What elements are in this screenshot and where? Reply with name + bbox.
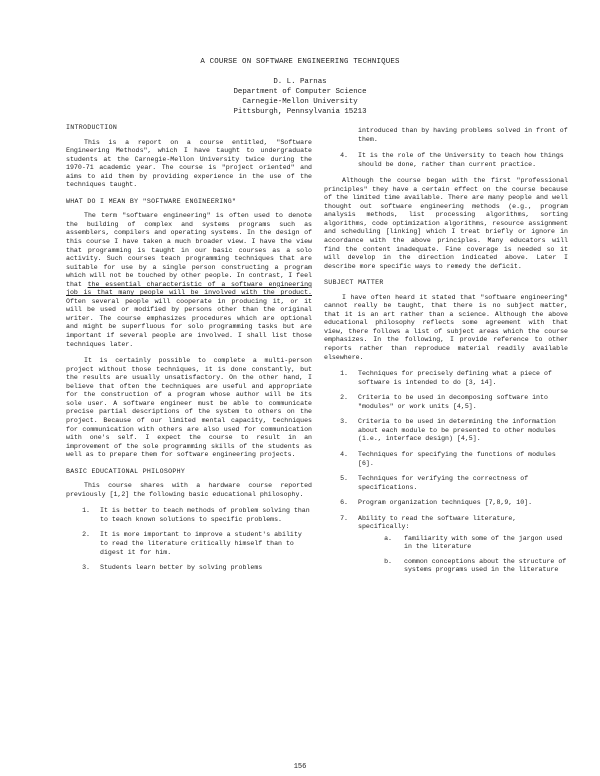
right-column bbox=[324, 127, 568, 589]
section-heading-subject-matter: SUBJECT MATTER bbox=[324, 279, 384, 287]
list-text: Criteria to be used in decomposing software into "modules" or work units [4,5]. bbox=[358, 394, 548, 410]
list-number: 6. bbox=[340, 499, 348, 507]
underlined-text: the essential characteristic of a software engineering job is that many people will be involved with the product. bbox=[66, 280, 312, 297]
paper-title: A COURSE ON SOFTWARE ENGINEERING TECHNIQUES bbox=[200, 58, 400, 66]
list-number: 7. bbox=[340, 514, 348, 522]
list-text: Techniques for verifying the correctness of specifications. bbox=[358, 475, 529, 491]
sub-list-letter: b. bbox=[384, 557, 392, 565]
section-heading-philosophy: BASIC EDUCATIONAL PHILOSOPHY bbox=[66, 467, 186, 475]
philosophy-list-continued bbox=[324, 152, 568, 169]
section-heading-software-engineering: WHAT DO I MEAN BY "SOFTWARE ENGINEERING" bbox=[66, 197, 237, 205]
list-item bbox=[66, 564, 312, 573]
paragraph-software-engineering-1 bbox=[66, 212, 312, 349]
page-number: 156 bbox=[293, 763, 307, 771]
list-number: 1. bbox=[82, 507, 90, 515]
list-text: It is more important to improve a student's ability to read the literature critically himself than to digest it for him. bbox=[100, 531, 302, 556]
paragraph-software-engineering-2: It is certainly possible to complete a multi-person project without those techniques, it is done constantly, but the results are usually unsatisfactory. On the other hand, I believe that often the techniques are useful and appropriate for the construction of a program whose author will be its sole user. A software engineer must be able to communicate precise partial descriptions of the system to others on the project. Because of our limited mental capacity, techniques for communication with others are also used for communication with one's self. I expect the course to result in an improvement of the sole programming skills of the students as well as to prepare them for software engineering projects. bbox=[66, 357, 312, 459]
paragraph-subject-matter: I have often heard it stated that "software engineering" cannot really be taught, that there is no subject matter, that it is an art rather than a science. Although the above educational philosophy reflects some agreement with that view, there follows a list of subject areas which the course emphasizes. In the following, I provide reference to other reports rather than reproduce material readily available elsewhere. bbox=[324, 293, 568, 361]
list-number: 3. bbox=[82, 564, 90, 572]
text-span: The term "software engineering" is often used to denote the building of complex and systems programs such as assemblers, compilers and operating systems. In the design of this course I have taken a much broader view. I have the view that programming is taught in our basic courses as a solo activity. Such courses teach programming techniques that are suitable for use by a single person constructing a program which will not be touched by other people. In contrast, I feel that bbox=[66, 212, 312, 288]
list-text: It is better to teach methods of problem solving than to teach known solutions to specific problems. bbox=[100, 507, 310, 523]
author-name: D. L. Parnas bbox=[273, 78, 327, 86]
section-heading-introduction: INTRODUCTION bbox=[66, 124, 118, 131]
subject-list bbox=[324, 370, 568, 581]
list-item bbox=[66, 507, 312, 524]
author-location: Pittsburgh, Pennsylvania 15213 bbox=[233, 108, 367, 116]
list-number: 2. bbox=[82, 531, 90, 539]
list-text: Program organization techniques [7,8,9, 10]. bbox=[358, 499, 533, 507]
sub-list-item bbox=[358, 558, 568, 575]
list-item bbox=[66, 531, 312, 557]
list-text-block bbox=[358, 515, 568, 581]
author-university: Carnegie-Mellon University bbox=[242, 98, 358, 106]
list-item bbox=[324, 451, 568, 468]
list-number: 4. bbox=[340, 152, 348, 160]
philosophy-list bbox=[66, 507, 312, 572]
paragraph-introduction: This is a report on a course entitled, "Software Engineering Methods", which I have taught to undergraduate students at the Carnegie-Mellon University twice during the 1970-71 academic year. The course is "project oriented" and aims to aid them by providing experience in the use of the techniques taught. bbox=[66, 138, 312, 189]
sub-list-item bbox=[358, 535, 568, 552]
list-text: Ability to read the software literature, specifically: bbox=[358, 514, 517, 531]
sub-list-letter: a. bbox=[384, 534, 392, 542]
paper-header bbox=[0, 58, 600, 117]
paragraph-philosophy: This course shares with a hardware course reported previously [1,2] the following basic educational philosophy. bbox=[66, 482, 312, 498]
list-item bbox=[324, 475, 568, 492]
text-span: Often several people will cooperate in producing it, or it will be used or modified by persons other than the original writer. The course emphasizes procedures which are optional and might be superfluous for solo programming tasks but are important if several people are involved. I shall list those techniques later. bbox=[66, 297, 312, 348]
sub-list-text: familiarity with some of the jargon used in the literature bbox=[404, 534, 563, 551]
list-number: 3. bbox=[340, 418, 348, 426]
list-item bbox=[324, 394, 568, 411]
list-number: 1. bbox=[340, 370, 348, 378]
sub-list bbox=[358, 535, 568, 575]
list-text: Criteria to be used in determining the information about each module to be presented to other modules (i.e., interface design) [4,5]. bbox=[358, 418, 556, 443]
list-text: Techniques for precisely defining what a piece of software is intended to do [3, 14]. bbox=[358, 370, 552, 386]
list-text: Students learn better by solving problems bbox=[100, 564, 263, 572]
author-department: Department of Computer Science bbox=[233, 88, 367, 96]
list-text: Techniques for specifying the functions of modules [6]. bbox=[358, 450, 556, 467]
left-column bbox=[66, 124, 312, 581]
list-number: 4. bbox=[340, 450, 348, 458]
paragraph-continued: introduced than by having problems solved in front of them. bbox=[358, 127, 568, 143]
list-item bbox=[324, 418, 568, 444]
paragraph-principles: Although the course began with the first "professional principles" they have a certain effect on the course because of the limited time available. There are many people and well thought out software engineering methods (e.g., program analysis methods, list processing algorithms, sorting algorithms, code optimization algorithms, resource assignment and scheduling [linking] which I treat briefly or ignore in accordance with the above principles. Many educators will find the content inadequate. Fine coverage is needed so it will develop in the direction indicated above. Later I describe more specific ways to remedy the deficit. bbox=[324, 177, 568, 270]
list-text: It is the role of the University to teach how things should be done, rather than current practice. bbox=[358, 152, 564, 168]
sub-list-text: common conceptions about the structure of systems programs used in the literature bbox=[404, 557, 567, 574]
list-number: 5. bbox=[340, 475, 348, 483]
list-item bbox=[324, 499, 568, 508]
list-item bbox=[324, 370, 568, 387]
list-number: 2. bbox=[340, 394, 348, 402]
list-item bbox=[324, 152, 568, 169]
list-item bbox=[324, 515, 568, 581]
